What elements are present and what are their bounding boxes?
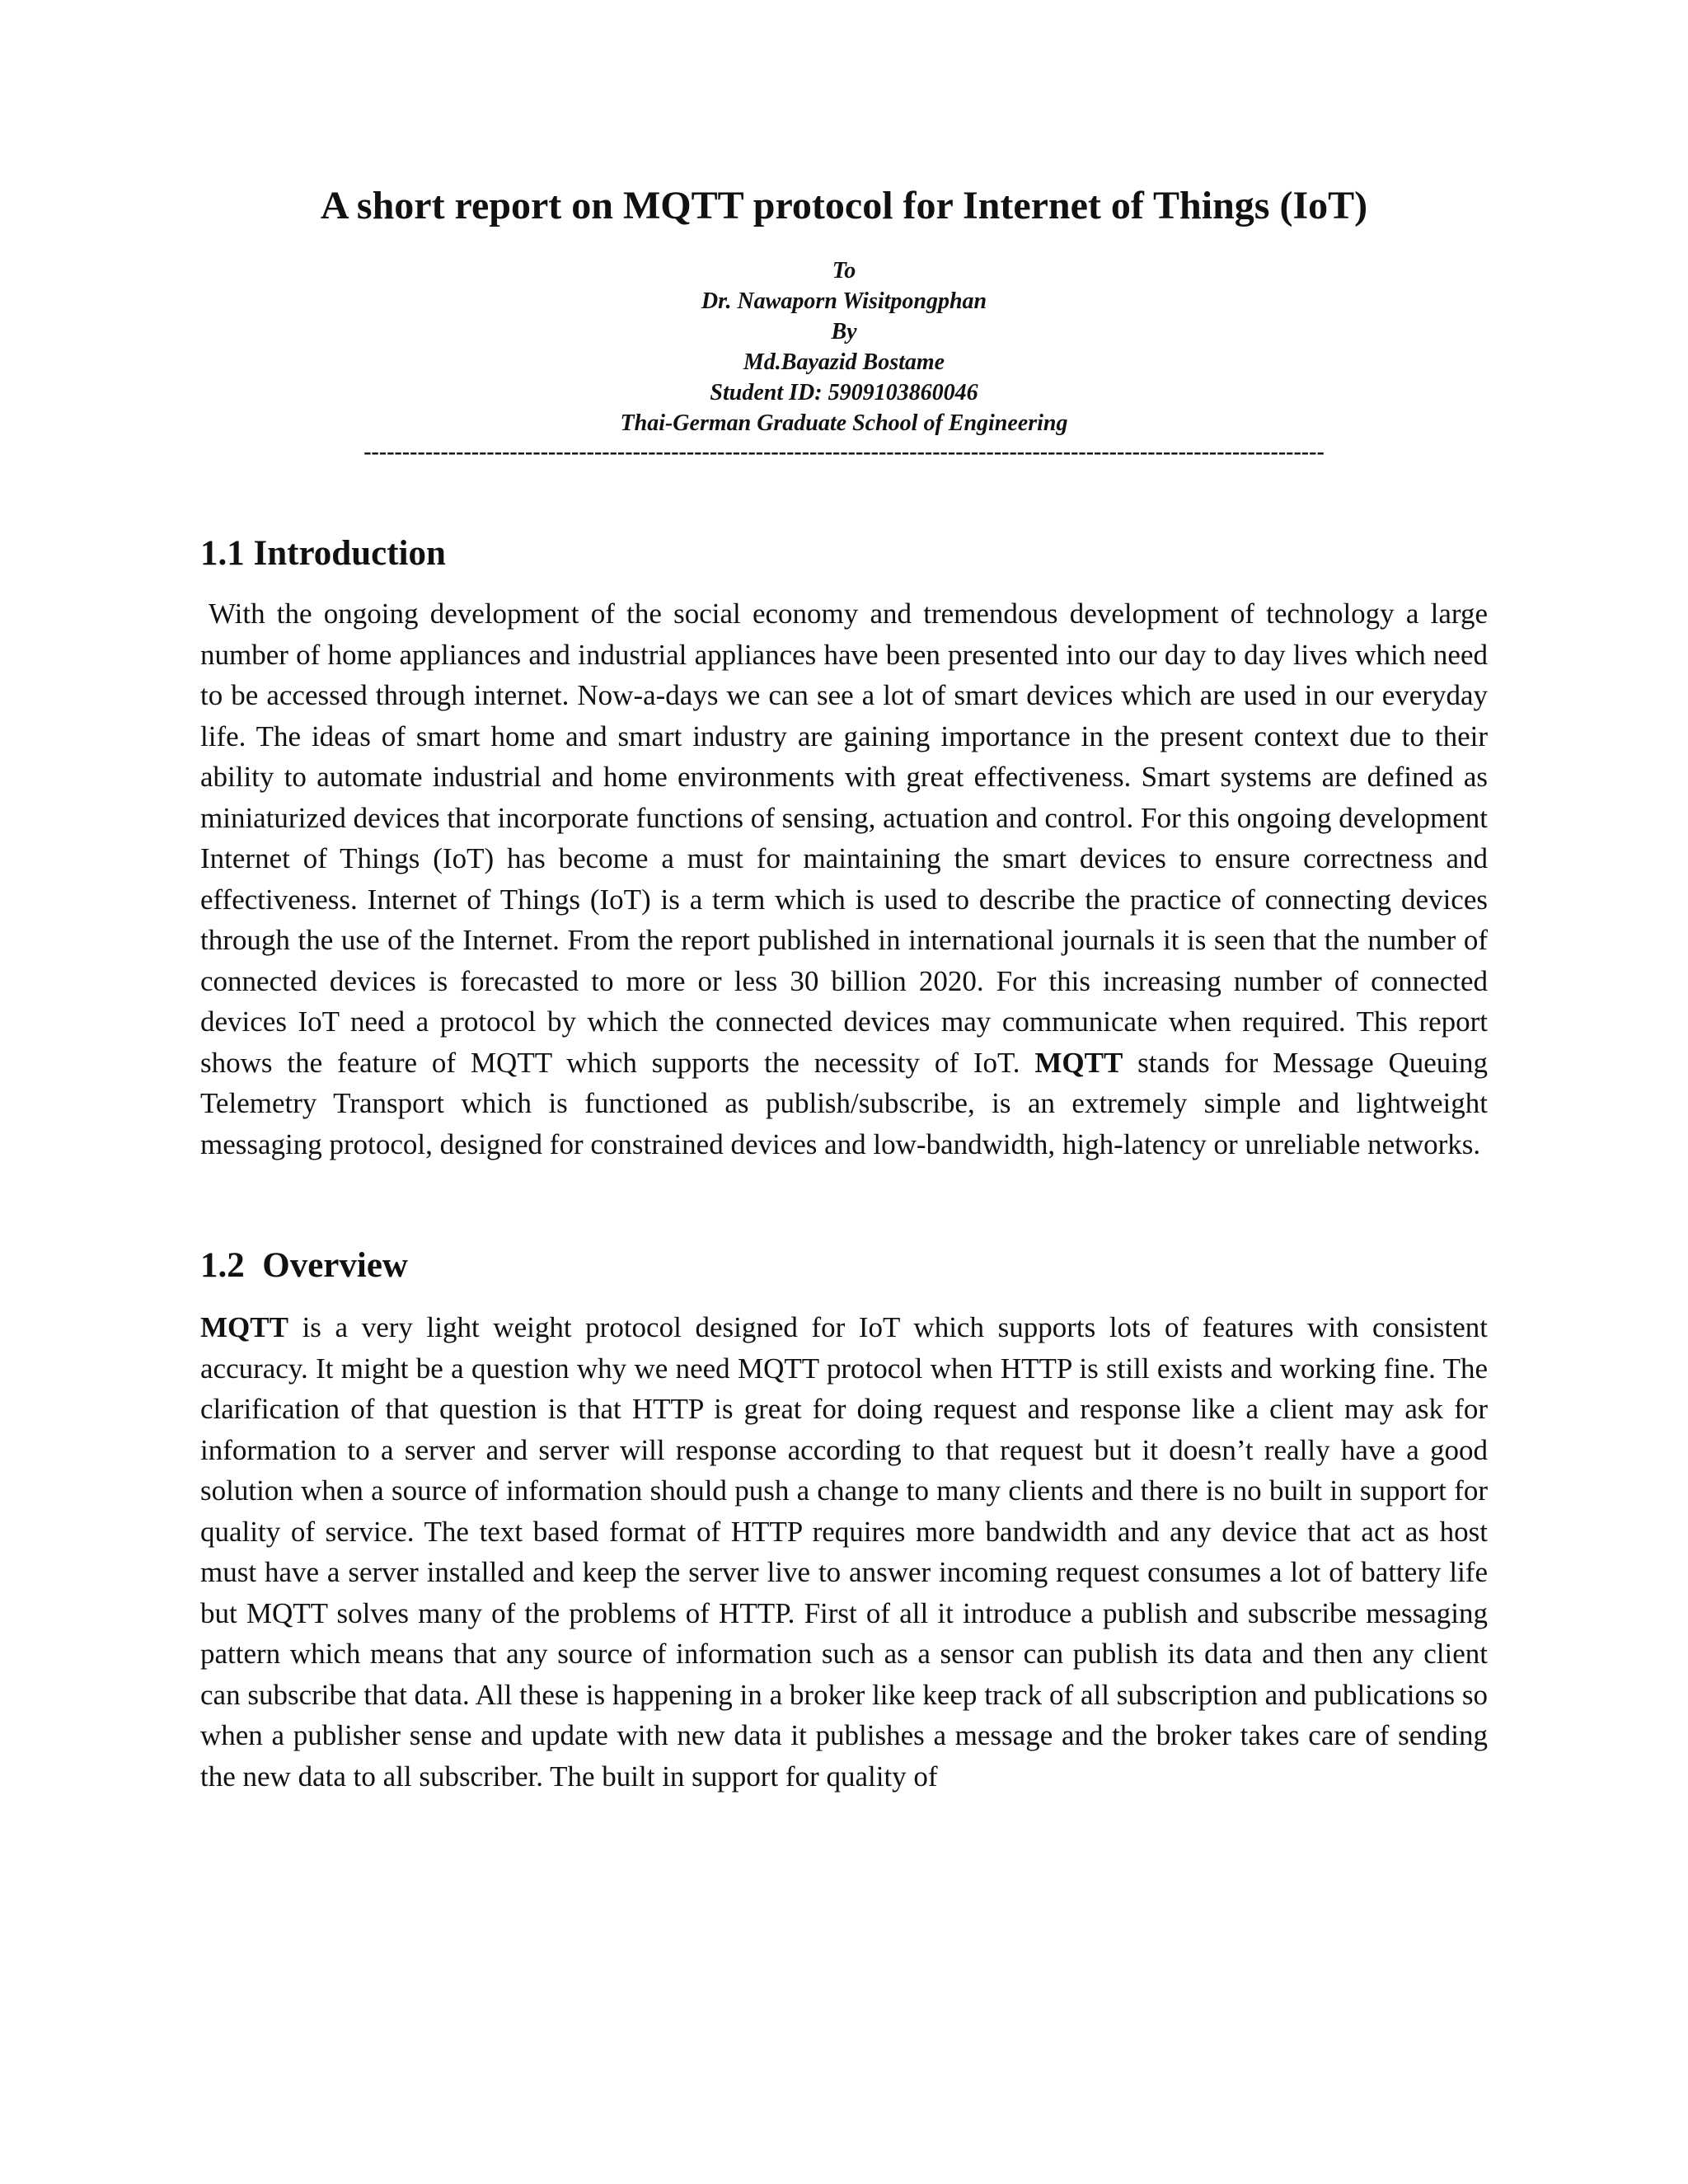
introduction-text: With the ongoing development of the social economy and tremendous development of technology a large number of home appliances and industrial appliances have been presented into our day to day lives which need to be accessed through internet. Now-a-days we can see a lot of smart devices which are used in our everyday life. The ideas of smart home and smart industry are gaining importance in the present context due to their ability to automate industrial and home environments with great effectiveness. Smart systems are defined as miniaturized devices that incorporate functions of sensing, actuation and control. For this ongoing development Internet of Things (IoT) has become a must for maintaining the smart devices to ensure correctness and effectiveness. Internet of Things (IoT) is a term which is used to describe the practice of connecting devices through the use of the Internet. From the report published in international journals it is seen that the number of connected devices is forecasted to more or less 30 billion 2020. For this increasing number of connected devices IoT need a protocol by which the connected devices may communicate when required. This report shows the feature of MQTT which supports the necessity of IoT.: [200, 598, 1488, 1079]
author-name: Md.Bayazid Bostame: [743, 349, 945, 375]
introduction-paragraph: [200, 593, 1488, 1165]
document-page: [200, 181, 1488, 1797]
introduction-heading: 1.1 Introduction: [200, 534, 446, 573]
recipient-name: Dr. Nawaporn Wisitpongphan: [701, 288, 987, 314]
byline-block: [200, 255, 1488, 438]
overview-bold-term: MQTT: [200, 1311, 288, 1343]
document-title: A short report on MQTT protocol for Internet of Things (IoT): [320, 184, 1368, 227]
introduction-text-after-bold: stands for Message Queuing Telemetry Transport which is functioned as publish/subscribe, is an extremely simple and lightweight messaging protocol, designed for constrained devices and low-bandwidth, high-latency or unreliable networks.: [200, 1046, 1488, 1160]
student-id: Student ID: 5909103860046: [710, 380, 978, 405]
dashed-divider: -----------------------------------------------------------------------------------------------------------------------------: [363, 440, 1325, 465]
overview-text: is a very light weight protocol designed for IoT which supports lots of features with consistent accuracy. It might be a question why we need MQTT protocol when HTTP is still exists and working fine. The clarification of that question is that HTTP is great for doing request and response like a client may ask for information to a server and server will response according to that request but it doesn’t really have a good solution when a source of information should push a change to many clients and there is no built in support for quality of service. The text based format of HTTP requires more bandwidth and any device that act as host must have a server installed and keep the server live to answer incoming request consumes a lot of battery life but MQTT solves many of the problems of HTTP. First of all it introduce a publish and subscribe messaging pattern which means that any source of information such as a sensor can publish its data and then any client can subscribe that data. All these is happening in a broker like keep track of all subscription and publications so when a publisher sense and update with new data it publishes a message and the broker takes care of sending the new data to all subscriber. The built in support for quality of: [200, 1311, 1488, 1793]
overview-heading: 1.2 Overview: [200, 1246, 408, 1285]
by-label: By: [831, 319, 857, 344]
to-label: To: [832, 258, 856, 284]
introduction-bold-term: MQTT: [1034, 1046, 1123, 1079]
school-name: Thai-German Graduate School of Engineering: [620, 410, 1068, 436]
overview-paragraph: [200, 1307, 1488, 1797]
